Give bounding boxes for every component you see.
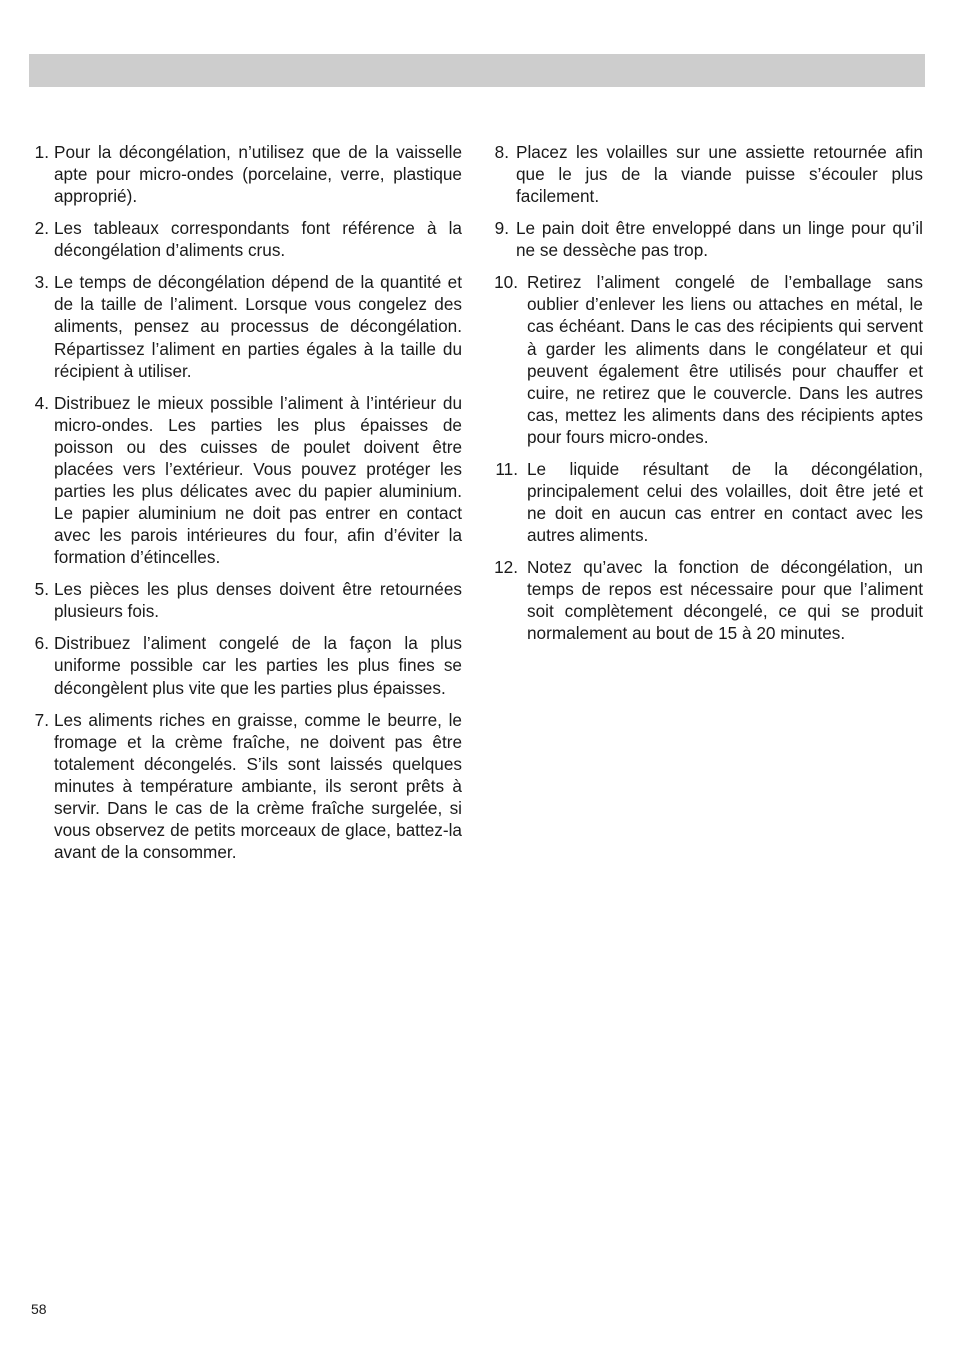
item-number: 3. [34,272,49,293]
list-item [488,556,923,644]
item-number: 9. [494,218,509,239]
item-text: Les tableaux correspondants font référence à la décongélation d’aliments crus. [54,218,462,261]
item-number: 11. [495,458,518,479]
list-item [28,709,462,864]
list-item [28,392,462,569]
item-text: Placez les volailles sur une assiette retournée afin que le jus de la viande puisse s’écouler plus facilement. [516,142,923,207]
list-item [28,578,462,622]
item-number: 1. [34,142,49,162]
item-text: Retirez l’aliment congelé de l’emballage sans oublier d’enlever les liens ou attaches en métal, le cas échéant. Dans le cas des récipients qui servent à garder les aliments dans le congélateur et qui peuvent également être utilisés pour chauffer et cuire, ne retirez que le couvercle. Dans les autres cas, mettez les aliments dans des récipients aptes pour fours micro-ondes. [527,272,923,447]
item-text: Les aliments riches en graisse, comme le beurre, le fromage et la crème fraîche, ne doivent pas être totalement décongelés. S’ils sont laissés quelques minutes à température ambiante, ils seront prêts à servir. Dans le cas de la crème fraîche surgelée, si vous observez de petits morceaux de glace, battez-la avant de la consommer. [54,709,462,863]
item-text: Notez qu’avec la fonction de décongélation, un temps de repos est nécessaire pour que l’aliment soit complètement décongelé, ce qui se produit normalement au bout de 15 à 20 minutes. [527,557,923,644]
item-text: Le liquide résultant de la décongélation, principalement celui des volailles, doit être jeté et ne doit en aucun cas entrer en contact avec les autres aliments. [527,458,923,546]
instructions-right-column [488,141,923,654]
item-text: Distribuez le mieux possible l’aliment à l’intérieur du micro-ondes. Les parties les plus épaisses de poisson ou des cuisses de poulet doivent être placées vers l’extérieur. Vous pouvez protéger les parties les plus délicates avec du papier aluminium. Le papier aluminium ne doit pas entrer en contact avec les parois intérieures du four, afin d’éviter la formation d’étincelles. [54,392,462,568]
item-number: 5. [34,579,49,600]
item-text: Les pièces les plus denses doivent être retournées plusieurs fois. [54,579,462,622]
item-number: 6. [34,633,49,654]
list-item [28,271,462,381]
item-number: 2. [34,218,49,239]
item-number: 8. [494,142,509,162]
page-number: 58 [31,1301,47,1317]
list-item [488,217,923,261]
item-number: 12. [494,557,518,578]
list-item [28,141,462,207]
list-item [28,632,462,698]
list-item [488,271,923,448]
item-text: Pour la décongélation, n’utilisez que de la vaisselle apte pour micro-ondes (porcelaine, verre, plastique approprié). [54,142,462,207]
item-number: 7. [34,709,49,730]
list-item [488,141,923,207]
item-text: Distribuez l’aliment congelé de la façon la plus uniforme possible car les parties les plus fines se décongèlent plus vite que les parties plus épaisses. [54,633,462,698]
item-number: 10. [494,272,518,293]
item-number: 4. [34,392,49,413]
header-bar [29,54,925,87]
item-text: Le temps de décongélation dépend de la quantité et de la taille de l’aliment. Lorsque vous congelez des aliments, pensez au processus de décongélation. Répartissez l’aliment en parties égales à la taille du récipient à utiliser. [54,272,462,381]
list-item [488,458,923,546]
item-text: Le pain doit être enveloppé dans un linge pour qu’il ne se dessèche pas trop. [516,218,923,261]
list-item [28,217,462,261]
instructions-left-column [28,141,462,873]
